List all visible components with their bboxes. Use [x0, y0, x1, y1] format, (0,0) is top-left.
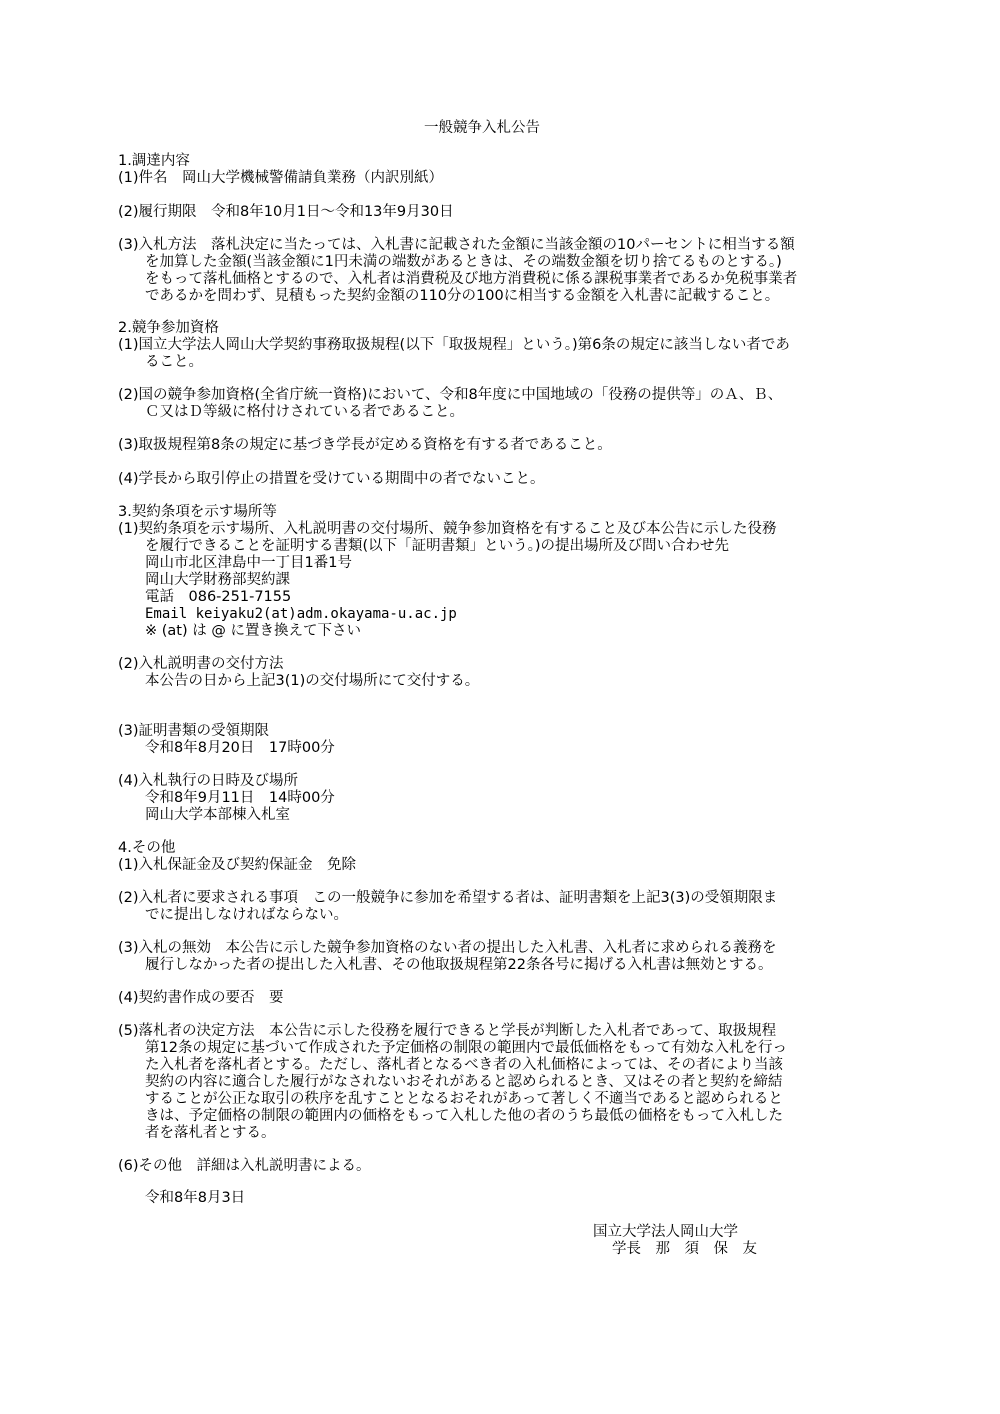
- s3-item4-line: (4)入札執行の日時及び場所: [118, 773, 299, 789]
- s3-item2-line: (2)入札説明書の交付方法: [118, 656, 284, 672]
- s4-item4: (4)契約書作成の要否 要: [118, 990, 284, 1006]
- s4-item3-line: (3)入札の無効 本公告に示した競争参加資格のない者の提出した入札書、入札者に求められる義務を: [118, 940, 777, 956]
- s1-item2: (2)履行期限 令和8年10月1日～令和13年9月30日: [118, 204, 454, 220]
- s1-item3-line: (3)入札方法 落札決定に当たっては、入札書に記載された金額に当該金額の10パーセントに相当する額: [118, 237, 795, 253]
- contact-address: 岡山市北区津島中一丁目1番1号: [145, 555, 352, 571]
- s4-item5-line: (5)落札者の決定方法 本公告に示した役務を履行できると学長が判断した入札者であって、取扱規程: [118, 1023, 777, 1039]
- s1-item3-line: を加算した金額(当該金額に1円未満の端数があるときは、その端数金額を切り捨てるものとする。): [145, 254, 782, 270]
- s4-item3-line: 履行しなかった者の提出した入札書、その他取扱規程第22条各号に掲げる入札書は無効とする。: [145, 957, 773, 973]
- notice-title: 一般競争入札公告: [424, 120, 540, 136]
- s1-item3-line: をもって落札価格とするので、入札者は消費税及び地方消費税に係る課税事業者であるか免税事業者: [145, 271, 798, 287]
- section-1-heading: 1.調達内容: [118, 153, 190, 169]
- section-2-heading: 2.競争参加資格: [118, 320, 219, 336]
- s2-item1-line: (1)国立大学法人岡山大学契約事務取扱規程(以下「取扱規程」という。)第6条の規定に該当しない者であ: [118, 337, 790, 353]
- s3-item1-line: を履行できることを証明する書類(以下「証明書類」という。)の提出場所及び問い合わせ先: [145, 538, 730, 554]
- s4-item6: (6)その他 詳細は入札説明書による。: [118, 1158, 371, 1174]
- s2-item3: (3)取扱規程第8条の規定に基づき学長が定める資格を有する者であること。: [118, 437, 612, 453]
- contact-email: Email keiyaku2(at)adm.okayama-u.ac.jp: [145, 606, 457, 622]
- s3-item4-line: 岡山大学本部棟入札室: [145, 807, 290, 823]
- section-3-heading: 3.契約条項を示す場所等: [118, 504, 277, 520]
- s4-item5-line: 者を落札者とする。: [145, 1125, 276, 1141]
- s3-item3-line: 令和8年8月20日 17時00分: [145, 740, 335, 756]
- s2-item2-line: (2)国の競争参加資格(全省庁統一資格)において、令和8年度に中国地域の「役務の提供等」のＡ、Ｂ、: [118, 387, 783, 403]
- signature-org: 国立大学法人岡山大学: [593, 1224, 738, 1240]
- s3-item1-line: (1)契約条項を示す場所、入札説明書の交付場所、競争参加資格を有すること及び本公告に示した役務: [118, 521, 777, 537]
- s2-item4: (4)学長から取引停止の措置を受けている期間中の者でないこと。: [118, 471, 545, 487]
- s4-item5-line: 第12条の規定に基づいて作成された予定価格の制限の範囲内で最低価格をもって有効な入札を行っ: [145, 1040, 787, 1056]
- s3-item2-line: 本公告の日から上記3(1)の交付場所にて交付する。: [145, 673, 480, 689]
- s2-item2-line: Ｃ又はＤ等級に格付けされている者であること。: [145, 404, 464, 420]
- s1-item1: (1)件名 岡山大学機械警備請負業務（内訳別紙）: [118, 170, 444, 186]
- section-4-heading: 4.その他: [118, 840, 176, 856]
- email-note: ※ (at) は @ に置き換えて下さい: [145, 623, 361, 639]
- s4-item5-line: た入札者を落札者とする。ただし、落札者となるべき者の入札価格によっては、その者により当該: [145, 1057, 783, 1073]
- signature-name: 学長 那 須 保 友: [612, 1241, 757, 1257]
- s4-item5-line: 契約の内容に適合した履行がなされないおそれがあると認められるとき、又はその者と契約を締結: [145, 1074, 783, 1090]
- s4-item5-line: きは、予定価格の制限の範囲内の価格をもって入札した他の者のうち最低の価格をもって入札した: [145, 1108, 783, 1124]
- s3-item4-line: 令和8年9月11日 14時00分: [145, 790, 335, 806]
- contact-office: 岡山大学財務部契約課: [145, 572, 290, 588]
- contact-phone: 電話 086-251-7155: [145, 589, 292, 605]
- s4-item2-line: でに提出しなければならない。: [145, 907, 348, 923]
- s3-item3-line: (3)証明書類の受領期限: [118, 723, 270, 739]
- s4-item2-line: (2)入札者に要求される事項 この一般競争に参加を希望する者は、証明書類を上記3(3)の受領期限ま: [118, 890, 778, 906]
- s4-item1: (1)入札保証金及び契約保証金 免除: [118, 857, 357, 873]
- s4-item5-line: することが公正な取引の秩序を乱すこととなるおそれがあって著しく不適当であると認められると: [145, 1091, 783, 1107]
- s2-item1-line: ること。: [145, 354, 203, 370]
- s1-item3-line: であるかを問わず、見積もった契約金額の110分の100に相当する金額を入札書に記載すること。: [145, 288, 780, 304]
- notice-date: 令和8年8月3日: [145, 1190, 246, 1206]
